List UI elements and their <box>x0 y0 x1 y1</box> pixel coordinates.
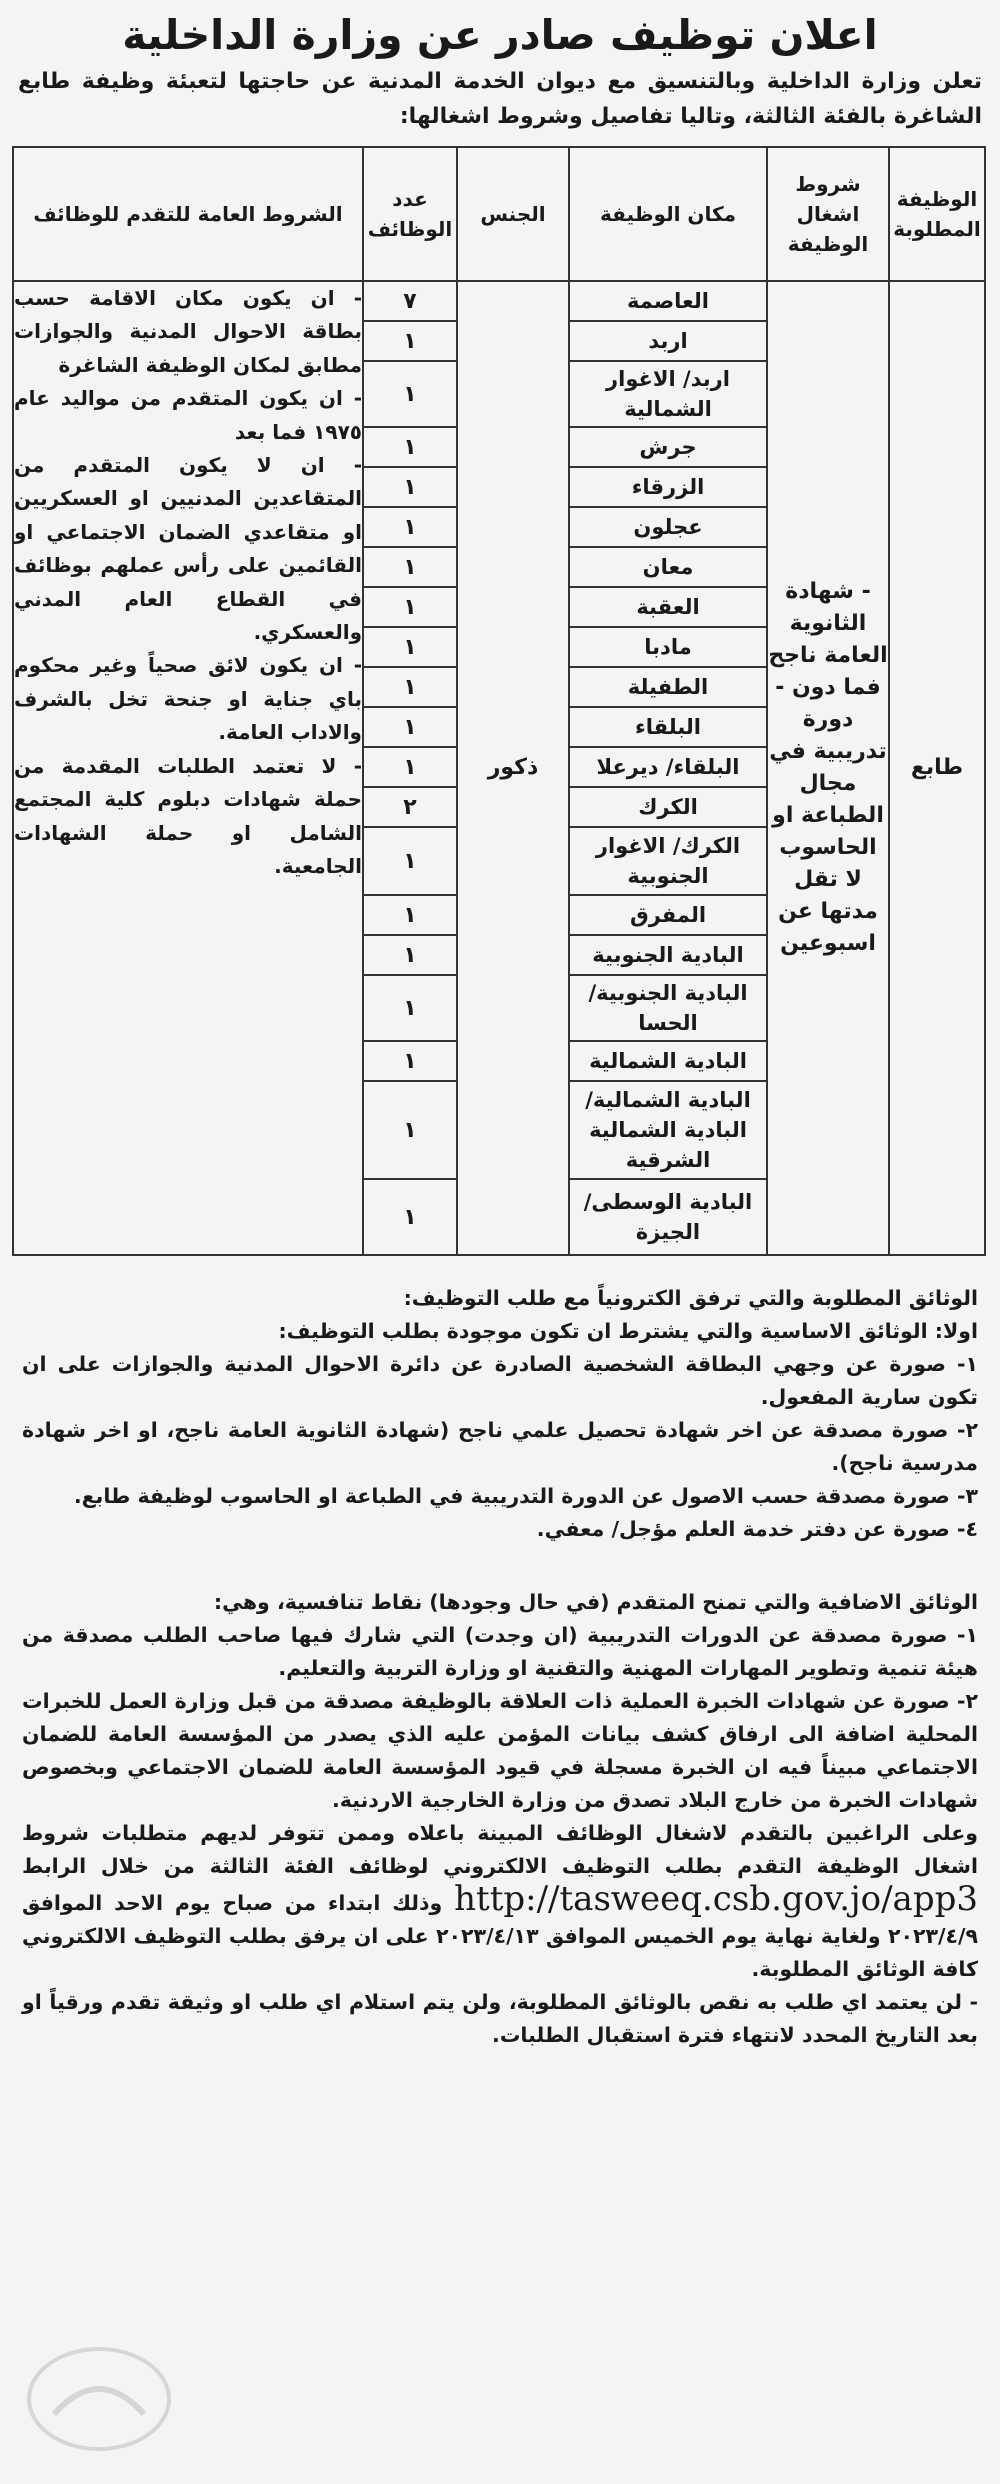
basic-document-item: ٢- صورة مصدقة عن اخر شهادة تحصيل علمي ناجح (شهادة الثانوية العامة ناجح، او اخر شهادة مدرسية ناجح). <box>22 1418 978 1475</box>
additional-document-item: ٢- صورة عن شهادات الخبرة العملية ذات العلاقة بالوظيفة مصدقة من قبل وزارة العمل للخبرات المحلية اضافة الى ارفاق كشف بيانات المؤمن عليه الذي يصدر من المؤسسة العامة للضمان الاجتماعي مبيناً فيه ان الخبرة مسجلة في قيود المؤسسة العامة للضمان الاجتماعي وبخصوص شهادات الخبرة من خارج البلاد تصدق من وزارة الخارجية الاردنية. <box>22 1689 978 1812</box>
location-cell: الكرك/ الاغوار الجنوبية <box>569 827 767 895</box>
closing-note: - لن يعتمد اي طلب به نقص بالوثائق المطلوبة، ولن يتم استلام اي طلب او وثيقة تقدم ورقياً او بعد التاريخ المحدد لانتهاء فترة استقبال الطلبات. <box>22 1990 978 2047</box>
table-row <box>13 281 985 321</box>
job-title-cell: طابع <box>889 281 985 1255</box>
location-cell: الزرقاء <box>569 467 767 507</box>
general-condition-item: - ان يكون لائق صحياً وغير محكوم باي جناية او جنحة تخل بالشرف والاداب العامة. <box>14 653 362 745</box>
count-cell: ١ <box>363 1041 457 1081</box>
location-cell: الكرك <box>569 787 767 827</box>
general-condition-item: - لا تعتمد الطلبات المقدمة من حملة شهادات دبلوم كلية المجتمع الشامل او حملة الشهادات الجامعية. <box>14 753 362 878</box>
count-cell: ١ <box>363 975 457 1041</box>
location-cell: البادية الجنوبية/ الحسا <box>569 975 767 1041</box>
count-cell: ١ <box>363 321 457 361</box>
count-cell: ١ <box>363 627 457 667</box>
basic-document-item: ١- صورة عن وجهي البطاقة الشخصية الصادرة عن دائرة الاحوال المدنية والجوازات على ان تكون سارية المفعول. <box>22 1352 978 1409</box>
general-condition-item: - ان يكون المتقدم من مواليد عام ١٩٧٥ فما بعد <box>14 386 362 444</box>
jobs-table <box>12 146 986 1256</box>
location-cell: الطفيلة <box>569 667 767 707</box>
location-cell: البادية الوسطى/ الجيزة <box>569 1179 767 1255</box>
location-cell: البادية الجنوبية <box>569 935 767 975</box>
count-cell: ١ <box>363 707 457 747</box>
newspaper-stamp-logo <box>24 2344 174 2454</box>
count-cell: ١ <box>363 827 457 895</box>
location-cell: العقبة <box>569 587 767 627</box>
basic-documents-heading: اولا: الوثائق الاساسية والتي يشترط ان تكون موجودة بطلب التوظيف: <box>278 1319 978 1343</box>
count-cell: ١ <box>363 895 457 935</box>
general-condition-item: - ان لا يكون المتقدم من المتقاعدين المدنيين او العسكريين او متقاعدي الضمان الاجتماعي او القائمين على رأس عملهم بوظائف في القطاع العام المدني والعسكري. <box>14 453 362 645</box>
table-header-row <box>13 147 985 281</box>
count-cell: ١ <box>363 507 457 547</box>
location-cell: البادية الشمالية/ البادية الشمالية الشرقية <box>569 1081 767 1179</box>
header-gender: الجنس <box>457 147 569 281</box>
count-cell: ١ <box>363 547 457 587</box>
count-cell: ١ <box>363 667 457 707</box>
header-job: الوظيفة المطلوبة <box>889 147 985 281</box>
basic-document-item: ٣- صورة مصدقة حسب الاصول عن الدورة التدريبية في الطباعة او الحاسوب لوظيفة طابع. <box>73 1484 978 1508</box>
count-cell: ١ <box>363 361 457 427</box>
count-cell: ١ <box>363 467 457 507</box>
announcement-title: اعلان توظيف صادر عن وزارة الداخلية <box>122 11 878 59</box>
closing-after-url: وذلك ابتداء من صباح يوم الاحد الموافق ٢٠٢٣/٤/٩ ولغاية نهاية يوم الخميس الموافق ٢٠٢٣/٤/١٣ على ان يرفق بطلب التوظيف الالكتروني كافة الوثائق المطلوبة. <box>22 1891 978 1981</box>
gender-cell: ذكور <box>457 281 569 1255</box>
announcement-intro: تعلن وزارة الداخلية وبالتنسيق مع ديوان الخدمة المدنية عن حاجتها لتعبئة وظيفة طابع الشاغرة بالفئة الثالثة، وتاليا تفاصيل وشروط اشغالها: <box>18 69 982 129</box>
count-cell: ١ <box>363 427 457 467</box>
location-cell: البلقاء <box>569 707 767 747</box>
header-general-conditions: الشروط العامة للتقدم للوظائف <box>13 147 363 281</box>
header-location: مكان الوظيفة <box>569 147 767 281</box>
location-cell: جرش <box>569 427 767 467</box>
count-cell: ١ <box>363 935 457 975</box>
documents-section <box>14 1282 986 2052</box>
general-condition-item: - ان يكون مكان الاقامة حسب بطاقة الاحوال المدنية والجوازات مطابق لمكان الوظيفة الشاغرة <box>14 286 362 377</box>
closing-before-url: وعلى الراغبين بالتقدم لاشغال الوظائف المبينة باعلاه وممن تتوفر لديهم متطلبات شروط اشغال الوظيفة التقدم بطلب التوظيف الالكتروني لوظائف الفئة الثالثة من خلال الرابط <box>22 1821 978 1878</box>
job-conditions-cell: - شهادة الثانوية العامة ناجح فما دون - دورة تدريبية في مجال الطباعة او الحاسوب لا تقل مدتها عن اسبوعين <box>767 281 889 1255</box>
count-cell: ١ <box>363 747 457 787</box>
application-link[interactable]: http://tasweeq.csb.gov.jo/app3 <box>454 1879 978 1919</box>
additional-documents-heading: الوثائق الاضافية والتي تمنح المتقدم (في حال وجودها) نقاط تنافسية، وهي: <box>213 1590 978 1614</box>
count-cell: ٢ <box>363 787 457 827</box>
count-cell: ١ <box>363 1179 457 1255</box>
general-conditions-cell <box>13 281 363 1255</box>
basic-document-item: ٤- صورة عن دفتر خدمة العلم مؤجل/ معفي. <box>536 1517 978 1541</box>
location-cell: البادية الشمالية <box>569 1041 767 1081</box>
count-cell: ٧ <box>363 281 457 321</box>
header-count: عدد الوظائف <box>363 147 457 281</box>
documents-intro: الوثائق المطلوبة والتي ترفق الكترونياً مع طلب التوظيف: <box>403 1286 978 1310</box>
location-cell: اربد/ الاغوار الشمالية <box>569 361 767 427</box>
count-cell: ١ <box>363 587 457 627</box>
location-cell: العاصمة <box>569 281 767 321</box>
location-cell: المفرق <box>569 895 767 935</box>
application-instructions <box>22 1817 978 1986</box>
location-cell: معان <box>569 547 767 587</box>
additional-document-item: ١- صورة مصدقة عن الدورات التدريبية (ان وجدت) التي شارك فيها صاحب الطلب مصدقة من هيئة تنمية وتطوير المهارات المهنية والتقنية او وزارة التربية والتعليم. <box>22 1623 978 1680</box>
jobs-table-body <box>13 281 985 1255</box>
location-cell: مادبا <box>569 627 767 667</box>
location-cell: اربد <box>569 321 767 361</box>
location-cell: البلقاء/ ديرعلا <box>569 747 767 787</box>
count-cell: ١ <box>363 1081 457 1179</box>
header-conditions: شروط اشغال الوظيفة <box>767 147 889 281</box>
location-cell: عجلون <box>569 507 767 547</box>
